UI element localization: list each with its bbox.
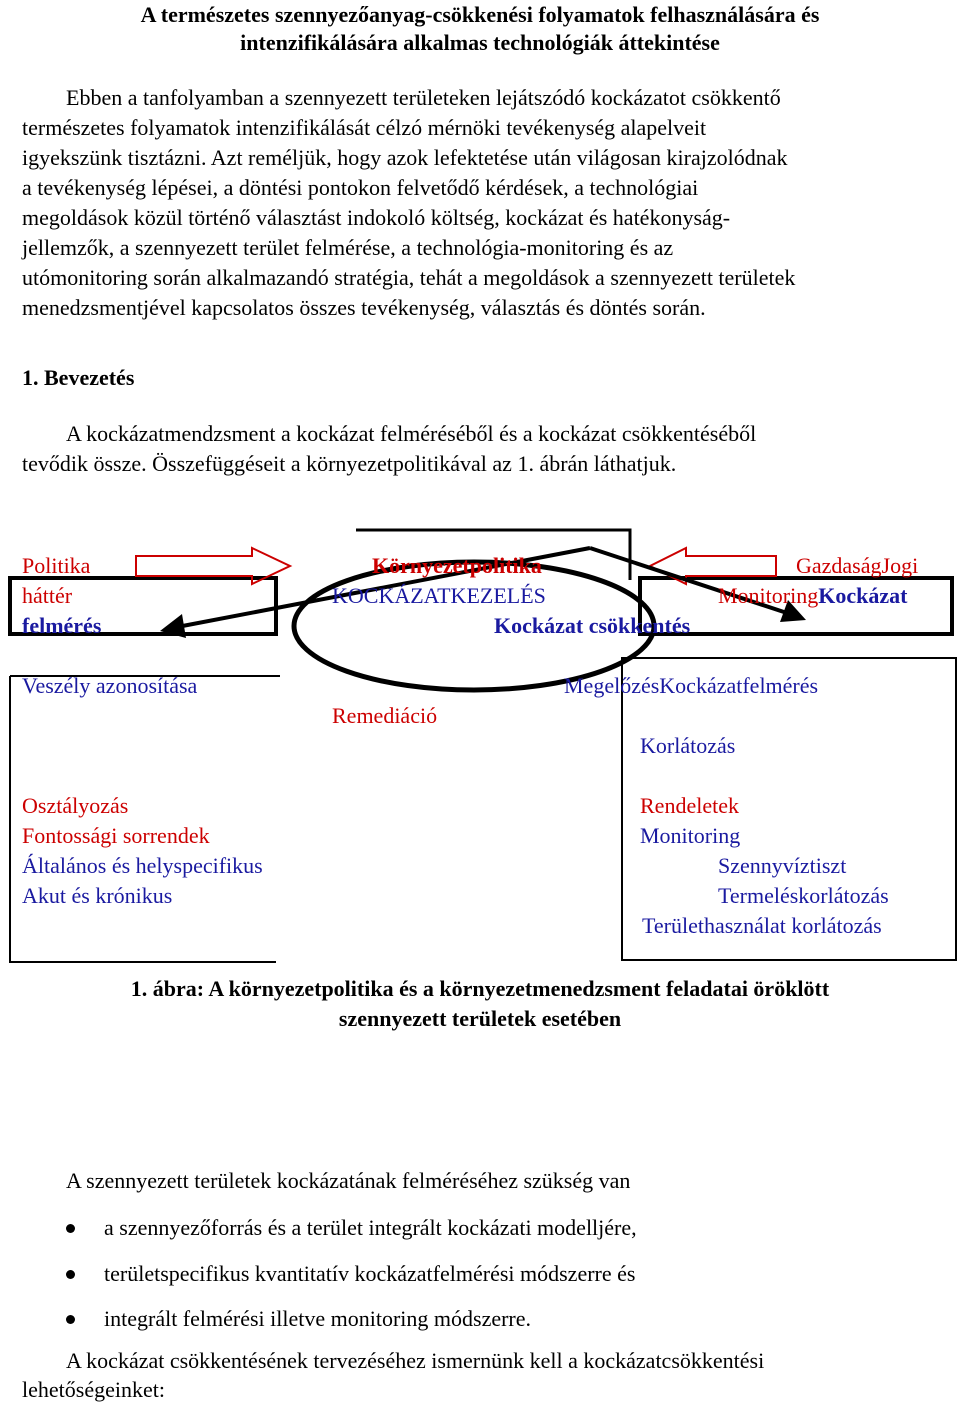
assessment-lead: A szennyezett területek kockázatának felméréséhez szükség van: [66, 1168, 631, 1193]
kockazat-csokkentes-label: Kockázat csökkentés: [494, 613, 691, 638]
figure-caption-line2: szennyezett területek esetében: [338, 1006, 622, 1031]
right-box-item: Szennyvíztiszt: [718, 853, 847, 878]
closing-line: A kockázat csökkentésének tervezéséhez ismernünk kell a kockázatcsökkentési: [66, 1348, 765, 1373]
bullet-icon: [66, 1270, 75, 1279]
right-box-item: Termeléskorlátozás: [718, 883, 889, 908]
left-box-item: Osztályozás: [22, 793, 129, 818]
right-box-item: Rendeletek: [640, 793, 739, 818]
section-heading: 1. Bevezetés: [22, 365, 135, 390]
felmeres-label: felmérés: [22, 613, 102, 638]
bullet-item: területspecifikus kvantitatív kockázatfelmérési módszerre és: [104, 1261, 636, 1286]
right-box-item: Korlátozás: [640, 733, 736, 758]
figure-caption-line1: 1. ábra: A környezetpolitika és a környezetmenedzsment feladatai öröklött: [130, 976, 830, 1001]
right-box-item: Monitoring: [640, 823, 741, 848]
intro-line: Ebben a tanfolyamban a szennyezett területeken lejátszódó kockázatot csökkentő: [66, 85, 781, 110]
left-box-item: Veszély azonosítása: [22, 673, 198, 698]
kockazatkezeles-label: KOCKÁZATKEZELÉS: [332, 583, 546, 608]
intro-line: jellemzők, a szennyezett terület felmérése, a technológia-monitoring és az: [22, 235, 674, 260]
right-box-item: Területhasználat korlátozás: [642, 913, 882, 938]
page-title-line1: A természetes szennyezőanyag-csökkenési folyamatok felhasználására és: [140, 2, 820, 27]
bullet-icon: [66, 1315, 75, 1324]
bullet-item: a szennyezőforrás és a terület integrált kockázati modelljére,: [104, 1215, 637, 1240]
section-line: tevődik össze. Összefüggéseit a környezetpolitikával az 1. ábrán láthatjuk.: [22, 451, 677, 476]
monitoring-label: Monitoring: [718, 583, 819, 608]
left-box-item: Fontossági sorrendek: [22, 823, 210, 848]
kornyezetpolitika-label: Környezetpolitika: [372, 553, 542, 578]
bullet-icon: [66, 1224, 75, 1233]
hatter-label: háttér: [22, 583, 73, 608]
left-box-item: Akut és krónikus: [22, 883, 173, 908]
intro-line: megoldások közül történő választást indokoló költség, kockázat és hatékonyság-: [22, 205, 731, 230]
intro-line: menedzsmentjével kapcsolatos összes tevékenység, választás és döntés során.: [22, 295, 706, 320]
intro-line: utómonitoring során alkalmazandó stratégia, tehát a megoldások a szennyezett területek: [22, 265, 796, 290]
kockazat-label: Kockázat: [818, 583, 908, 608]
intro-line: igyekszünk tisztázni. Azt reméljük, hogy azok lefektetése után világosan kirajzolódnak: [22, 145, 788, 170]
remediacio-label: Remediáció: [332, 703, 438, 728]
left-box-item: Általános és helyspecifikus: [22, 853, 263, 878]
bullet-item: integrált felmérési illetve monitoring módszerre.: [104, 1306, 532, 1331]
intro-line: a tevékenység lépései, a döntési pontokon felvetődő kérdések, a technológiai: [22, 175, 699, 200]
closing-line: lehetőségeinket:: [22, 1377, 165, 1402]
intro-line: természetes folyamatok intenzifikálását célzó mérnöki tevékenység alapelveit: [22, 115, 707, 140]
section-line: A kockázatmendzsment a kockázat felméréséből és a kockázat csökkentéséből: [66, 421, 757, 446]
gazdasag-jogi-label: GazdaságJogi: [796, 553, 919, 578]
right-box-header: MegelőzésKockázatfelmérés: [564, 673, 819, 698]
page-title-line2: intenzifikálására alkalmas technológiák áttekintése: [240, 30, 720, 55]
politika-label: Politika: [22, 553, 91, 578]
monitoring-kockazat-label: [718, 581, 907, 611]
